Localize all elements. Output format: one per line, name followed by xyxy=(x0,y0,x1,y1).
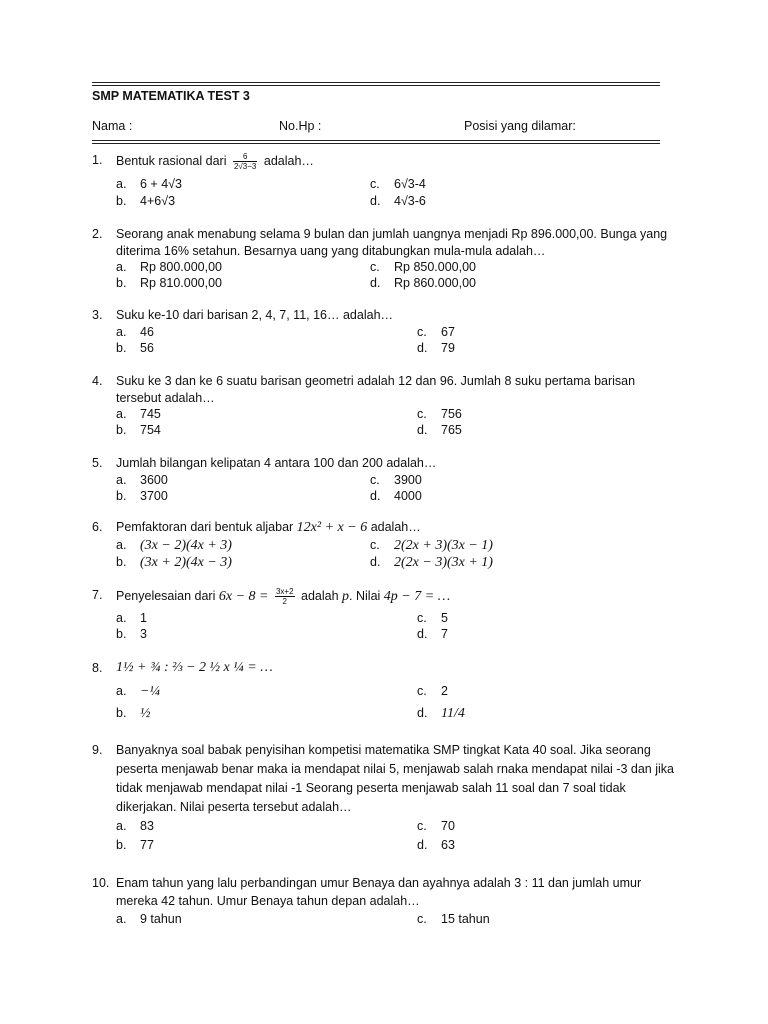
option-a[interactable]: a. −¼ xyxy=(116,683,160,699)
question-number: 6. xyxy=(92,520,103,534)
question-number: 7. xyxy=(92,588,103,602)
option-b[interactable]: b. (3x + 2)(4x − 3) xyxy=(116,554,232,570)
option-a[interactable]: a. 46 xyxy=(116,324,154,339)
question-text-mid: adalah xyxy=(301,588,339,603)
option-d[interactable]: d. Rp 860.000,00 xyxy=(370,276,477,290)
question-number: 5. xyxy=(92,456,103,470)
algebra-expression: 12x² + x − 6 xyxy=(296,520,368,535)
question-10 xyxy=(92,874,682,928)
option-a[interactable]: a. 6 + 4√3 xyxy=(116,177,182,191)
equation-right: 4p − 7 = … xyxy=(383,588,451,604)
option-c[interactable]: c. 70 xyxy=(417,819,455,833)
option-c[interactable]: c. 3900 xyxy=(370,472,422,487)
option-c[interactable]: c. 15 tahun xyxy=(417,912,490,926)
option-c[interactable]: c. 756 xyxy=(417,407,462,421)
option-a[interactable]: a. Rp 800.000,00 xyxy=(116,260,223,274)
option-a[interactable]: a. 3600 xyxy=(116,472,168,487)
option-d[interactable]: d. 7 xyxy=(417,627,448,641)
posisi-label: Posisi yang dilamar: xyxy=(464,119,576,133)
option-d[interactable]: d. 11/4 xyxy=(417,705,465,721)
question-4 xyxy=(92,373,682,440)
header-rule xyxy=(92,140,660,141)
option-b[interactable]: b. 754 xyxy=(116,423,161,437)
question-number: 2. xyxy=(92,227,103,241)
question-number: 1. xyxy=(92,153,103,167)
question-1 xyxy=(92,152,682,210)
top-rule-2 xyxy=(92,85,660,86)
question-text: Suku ke-10 dari barisan 2, 4, 7, 11, 16… adalah… xyxy=(116,308,394,322)
option-a[interactable]: a. 9 tahun xyxy=(116,912,182,926)
nama-label: Nama : xyxy=(92,119,133,133)
option-c[interactable]: c. 2 xyxy=(417,683,448,698)
question-text-end: adalah… xyxy=(263,153,314,168)
option-c[interactable]: c. 2(2x + 3)(3x − 1) xyxy=(370,537,493,553)
option-b[interactable]: b. 3 xyxy=(116,627,147,641)
option-b[interactable]: b. 77 xyxy=(116,838,154,852)
option-a[interactable]: a. (3x − 2)(4x + 3) xyxy=(116,537,232,553)
variable: p xyxy=(342,588,350,604)
fraction-expression: 1½ + ¾ : ⅔ − 2 ½ x ¼ = … xyxy=(116,660,273,675)
question-9 xyxy=(92,741,682,855)
option-b[interactable]: b. Rp 810.000,00 xyxy=(116,276,223,290)
nohp-label: No.Hp : xyxy=(279,119,322,133)
option-d[interactable]: d. 4000 xyxy=(370,488,422,503)
option-a[interactable]: a. 1 xyxy=(116,611,147,625)
question-text-end: adalah… xyxy=(370,520,421,534)
question-text-end: . Nilai xyxy=(349,588,381,603)
header-rule-2 xyxy=(92,143,660,144)
question-number: 3. xyxy=(92,308,103,322)
fraction: $\frac{6}{2√3-3}$ xyxy=(233,152,257,171)
question-2 xyxy=(92,226,682,293)
option-b[interactable]: b. 3700 xyxy=(116,488,168,503)
option-c[interactable]: c. 6√3-4 xyxy=(370,177,426,191)
option-b[interactable]: b. 56 xyxy=(116,340,154,355)
option-b[interactable]: b. ½ xyxy=(116,705,151,721)
question-3 xyxy=(92,307,682,358)
option-d[interactable]: d. 63 xyxy=(417,838,455,852)
question-text: Penyelesaian dari xyxy=(116,588,216,603)
question-number: 4. xyxy=(92,374,103,388)
question-text: Banyaknya soal babak penyisihan kompetisi matematika SMP tingkat Kata 40 soal. Jika seorang peserta menjawab benar maka ia mendapat nilai 5, menjawab salah rnaka mendapat nilai -3 dan jika tidak menjawab mendapat nilai -1 Seorang peserta menjawab salah 11 soal dan 7 soal tidak dikerjakan. Nilai peserta tersebut adalah… xyxy=(116,743,674,814)
question-text: Enam tahun yang lalu perbandingan umur Benaya dan ayahnya adalah 3 : 11 dan jumlah umur mereka 42 tahun. Umur Benaya tahun depan adalah… xyxy=(116,876,642,908)
fraction: $\frac{3x+2}{2}$ xyxy=(275,587,294,606)
question-6 xyxy=(92,519,682,573)
question-text: Suku ke 3 dan ke 6 suatu barisan geometri adalah 12 dan 96. Jumlah 8 suku pertama barisan tersebut adalah… xyxy=(116,374,636,405)
question-5 xyxy=(92,455,682,506)
option-a[interactable]: a. 745 xyxy=(116,407,161,421)
question-8 xyxy=(92,660,682,727)
option-d[interactable]: d. 765 xyxy=(417,423,462,437)
option-d[interactable]: d. 79 xyxy=(417,340,455,355)
top-rule xyxy=(92,82,660,83)
option-d[interactable]: d. 4√3-6 xyxy=(370,194,426,208)
question-text: Seorang anak menabung selama 9 bulan dan jumlah uangnya menjadi Rp 896.000,00. Bunga yang diterima 16% setahun. Besarnya uang yang ditabungkan mula-mula adalah… xyxy=(116,227,668,258)
option-a[interactable]: a. 83 xyxy=(116,819,154,833)
equation-left: 6x − 8 = xyxy=(218,588,269,604)
option-b[interactable]: b. 4+6√3 xyxy=(116,194,176,208)
page-title: SMP MATEMATIKA TEST 3 xyxy=(92,89,250,103)
question-text: Jumlah bilangan kelipatan 4 antara 100 dan 200 adalah… xyxy=(116,456,437,470)
question-text: Bentuk rasional dari xyxy=(116,153,227,168)
question-7 xyxy=(92,587,682,644)
question-number: 8. xyxy=(92,661,103,675)
option-c[interactable]: c. Rp 850.000,00 xyxy=(370,260,477,274)
option-d[interactable]: d. 2(2x − 3)(3x + 1) xyxy=(370,554,493,570)
option-c[interactable]: c. 67 xyxy=(417,324,455,339)
question-number: 10. xyxy=(92,876,110,890)
question-text: Pemfaktoran dari bentuk aljabar xyxy=(116,520,294,534)
option-c[interactable]: c. 5 xyxy=(417,611,448,625)
question-number: 9. xyxy=(92,743,103,757)
